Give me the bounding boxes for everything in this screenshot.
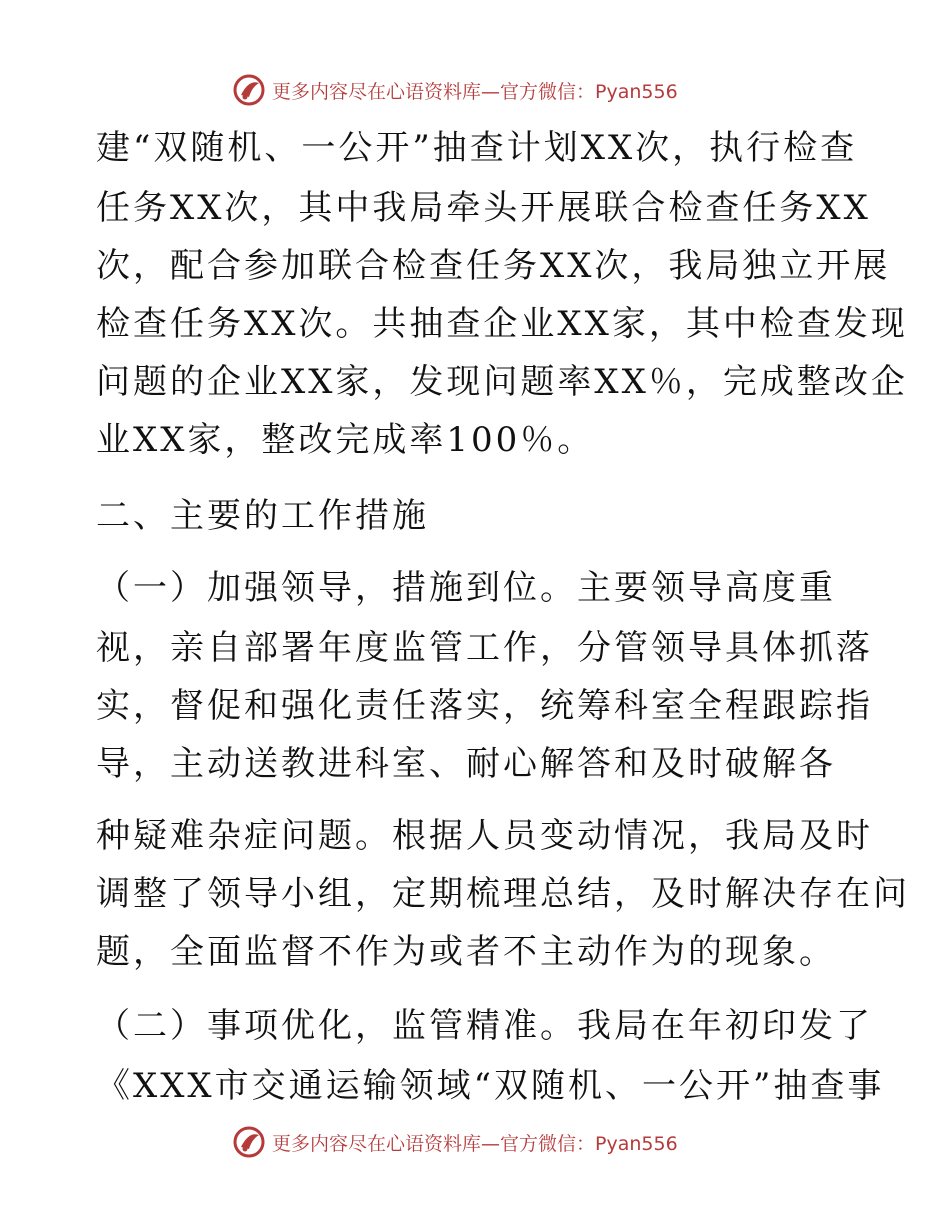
text-line: 调整了领导小组，定期梳理总结，及时解决存在问 [96,874,910,914]
text-line: 检查任务XX次。共抽查企业XX家，其中检查发现 [96,304,908,344]
text-line: 实，督促和强化责任落实，统筹科室全程跟踪指 [96,686,873,726]
watermark-text: 更多内容尽在心语资料库—官方微信：Pyan556 [272,80,678,103]
watermark-text: 更多内容尽在心语资料库—官方微信：Pyan556 [272,1132,678,1155]
text-line: 任务XX次，其中我局牵头开展联合检查任务XX [96,188,871,228]
text-line: （二）事项优化，监管精准。我局在年初印发了 [96,1006,873,1046]
watermark-footer [232,1122,678,1162]
text-line: 导，主动送教进科室、耐心解答和及时破解各 [96,744,836,784]
text-line: 视，亲自部署年度监管工作，分管领导具体抓落 [96,628,873,668]
text-line: 题，全面监督不作为或者不主动作为的现象。 [96,932,836,972]
watermark-logo-icon [232,1125,266,1159]
text-line: 次，配合参加联合检查任务XX次，我局独立开展 [96,246,891,286]
text-line: （一）加强领导，措施到位。主要领导高度重 [96,568,836,608]
section-heading: 二、主要的工作措施 [96,496,429,536]
text-line: 建“双随机、一公开”抽查计划XX次，执行检查 [96,128,858,168]
text-line: 种疑难杂症问题。根据人员变动情况，我局及时 [96,816,873,856]
text-line: 问题的企业XX家，发现问题率XX％，完成整改企 [96,362,908,402]
text-line: 业XX家，整改完成率100％。 [96,420,595,460]
text-line: 《XXX市交通运输领域“双随机、一公开”抽查事 [96,1066,885,1106]
watermark-header [232,70,678,110]
watermark-logo-icon [232,73,266,107]
